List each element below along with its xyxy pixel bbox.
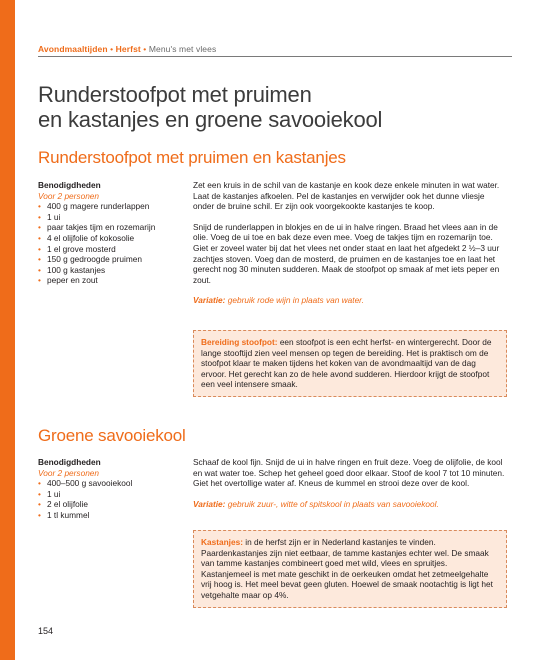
- recipe-1-title: Runderstoofpot met pruimen en kastanjes: [38, 148, 346, 167]
- ingredient-item: • 100 g kastanjes: [38, 264, 106, 275]
- info-box-text: in de herfst zijn er in Nederland kastanjes te vinden. Paardenkastanjes zijn niet eetbaar, de tamme kastanjes echter wel. De smaak van tamme kastanjes combineert goed met wild, vlees en spruitjes. Kastanjemeel is met mate geschikt in de oerkeuken omdat het zetmeelgehalte vrij hoog is. Het meel bevat geen gluten. Hoewel de smaak nootachtig is ligt het vetgehalte maar op 4%.: [201, 537, 493, 600]
- breadcrumb-season: Herfst: [115, 44, 141, 54]
- ingredient-item: • 1 tl kummel: [38, 509, 90, 520]
- recipe-2-ingredients: [38, 457, 178, 521]
- info-box-label: Kastanjes:: [201, 537, 243, 547]
- bullet-icon: •: [38, 275, 41, 286]
- bullet-icon: •: [38, 232, 41, 243]
- page-number: 154: [38, 626, 54, 636]
- bullet-icon: •: [38, 264, 41, 275]
- instruction-paragraph: Snijd de runderlappen in blokjes en de ui in halve ringen. Braad het vlees aan in de olie. Voeg de ui toe en bak deze even mee. Voeg de takjes tijm en rozemarijn toe. Giet er zoveel water bij dat het vlees net onder staat en laat het afgedekt 2 ½–3 uur zachtjes stoven. Voeg dan de mosterd, de pruimen en de kastanjes toe en laat het gerecht nog 30 minuten sudderen. Maak de stoofpot op smaak af met iets peper en zout.: [193, 221, 500, 285]
- recipe-2-title: Groene savooiekool: [38, 426, 186, 445]
- ingredient-item: • 2 el olijfolie: [38, 499, 89, 510]
- variation-note: Variatie: gebruik rode wijn in plaats van water.: [193, 295, 364, 306]
- info-box-text: een stoofpot is een echt herfst- en wintergerecht. Door de lange stooftijd zien veel mensen op tegen de bereiding. Het is praktisch om de stoofpot klaar te maken tijdens het koken van de avondmaaltijd van de dag ervoor. Het gerecht kan zo de hele avond sudderen. Hierdoor krijgt de stoofpot een veel intensere smaak.: [201, 337, 492, 390]
- breadcrumb: [38, 44, 216, 54]
- ingredient-item: • peper en zout: [38, 275, 98, 286]
- page-title-line-1: Runderstoofpot met pruimen: [38, 82, 312, 107]
- ingredient-item: • 4 el olijfolie of kokosolie: [38, 232, 135, 243]
- breadcrumb-separator: •: [107, 44, 116, 54]
- page-title-line-2: en kastanjes en groene savooiekool: [38, 107, 383, 132]
- ingredient-list: [38, 201, 178, 286]
- variation-note: Variatie: gebruik zuur-, witte of spitskool in plaats van savooiekool.: [193, 498, 439, 509]
- info-box-kastanjes: [193, 530, 507, 608]
- bullet-icon: •: [38, 509, 41, 520]
- page-title: [38, 82, 382, 132]
- header-rule: [38, 56, 512, 57]
- bullet-icon: •: [38, 222, 41, 233]
- info-box-stoofpot: [193, 330, 507, 397]
- servings-label: Voor 2 personen: [38, 467, 100, 478]
- ingredients-heading: Benodigdheden: [38, 457, 101, 467]
- bullet-icon: •: [38, 201, 41, 212]
- ingredient-list: [38, 478, 178, 520]
- instruction-paragraph: Schaaf de kool fijn. Snijd de ui in halve ringen en fruit deze. Voeg de olijfolie, de kool en wat water toe. Schep het geheel goed door elkaar. Stoof de kool 7 tot 10 minuten. Giet het overtollige water af. Kneus de kummel en strooi deze over de kool.: [193, 457, 505, 489]
- ingredient-item: • 400 g magere runderlappen: [38, 201, 150, 212]
- info-box-label: Bereiding stoofpot:: [201, 337, 278, 347]
- bullet-icon: •: [38, 243, 41, 254]
- bullet-icon: •: [38, 254, 41, 265]
- recipe-1-ingredients: [38, 180, 178, 286]
- recipe-1-instructions: [193, 180, 508, 316]
- ingredient-item: • paar takjes tijm en rozemarijn: [38, 222, 156, 233]
- breadcrumb-category: Avondmaaltijden: [38, 44, 108, 54]
- bullet-icon: •: [38, 478, 41, 489]
- ingredient-item: • 1 ui: [38, 211, 61, 222]
- servings-label: Voor 2 personen: [38, 190, 100, 201]
- breadcrumb-section: Menu's met vlees: [148, 44, 217, 54]
- orange-side-bar: [0, 0, 15, 660]
- instruction-paragraph: Zet een kruis in de schil van de kastanje en kook deze enkele minuten in wat water. Laat de kastanjes afkoelen. Pel de kastanjes en verwijder ook het dunne vliesje onder de bruine schil. Er zijn ook voorgekookte kastanjes te koop.: [193, 180, 500, 212]
- ingredient-item: • 150 g gedroogde pruimen: [38, 254, 143, 265]
- ingredient-item: • 1 ui: [38, 488, 61, 499]
- recipe-2-instructions: [193, 457, 508, 519]
- ingredients-heading: Benodigdheden: [38, 180, 101, 190]
- bullet-icon: •: [38, 211, 41, 222]
- ingredient-item: • 1 el grove mosterd: [38, 243, 116, 254]
- bullet-icon: •: [38, 488, 41, 499]
- bullet-icon: •: [38, 499, 41, 510]
- breadcrumb-separator: •: [140, 44, 149, 54]
- ingredient-item: • 400–500 g savooiekool: [38, 478, 133, 489]
